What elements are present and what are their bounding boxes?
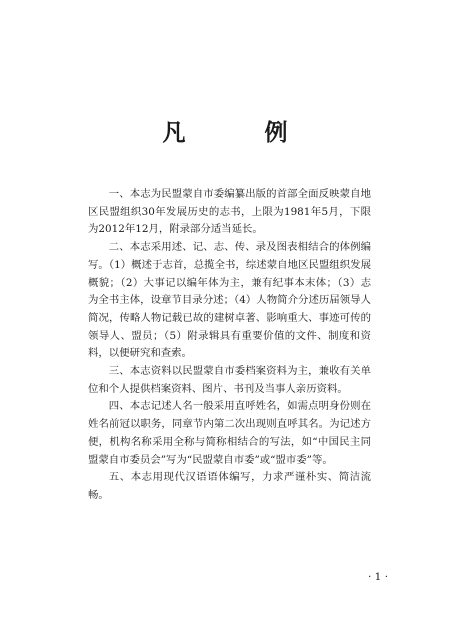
paragraph-2: 二、本志采用述、记、志、传、录及图表相结合的体例编写。（1）概述于志首，总揽全书，综述蒙自地区民盟组织发展概貌；（2）大事记以编年体为主，兼有纪事本末体；（3）志为全书主体，设章节目录分述；（4）人物简介分述历届领导人简况，传略人物记载已故的建树卓著、影响重大、事迹可传的领导人、盟员；（5）附录辑具有重要价值的文件、制度和资料，以便研究和查索。 <box>88 241 371 360</box>
document-body <box>88 186 371 505</box>
paragraph-5: 五、本志用现代汉语语体编写，力求严谨朴实、简洁流畅。 <box>88 471 371 501</box>
paragraph-4: 四、本志记述人名一般采用直呼姓名，如需点明身份则在姓名前冠以职务，同章节内第二次出现则直呼其名。为记述方便，机构名称采用全称与简称相结合的写法，如“中国民主同盟蒙自市委员会”写为“民盟蒙自市委”或“盟市委”等。 <box>88 400 371 466</box>
paragraph-1: 一、本志为民盟蒙自市委编纂出版的首部全面反映蒙自地区民盟组织30年发展历史的志书，上限为1981年5月，下限为2012年12月，附录部分适当延长。 <box>88 188 371 236</box>
page-title: 凡 例 <box>162 119 316 146</box>
page-number: · 1 · <box>368 571 389 583</box>
paragraph-3: 三、本志资料以民盟蒙自市委档案资料为主，兼收有关单位和个人提供档案资料、图片、书刊及当事人亲历资料。 <box>88 365 371 395</box>
